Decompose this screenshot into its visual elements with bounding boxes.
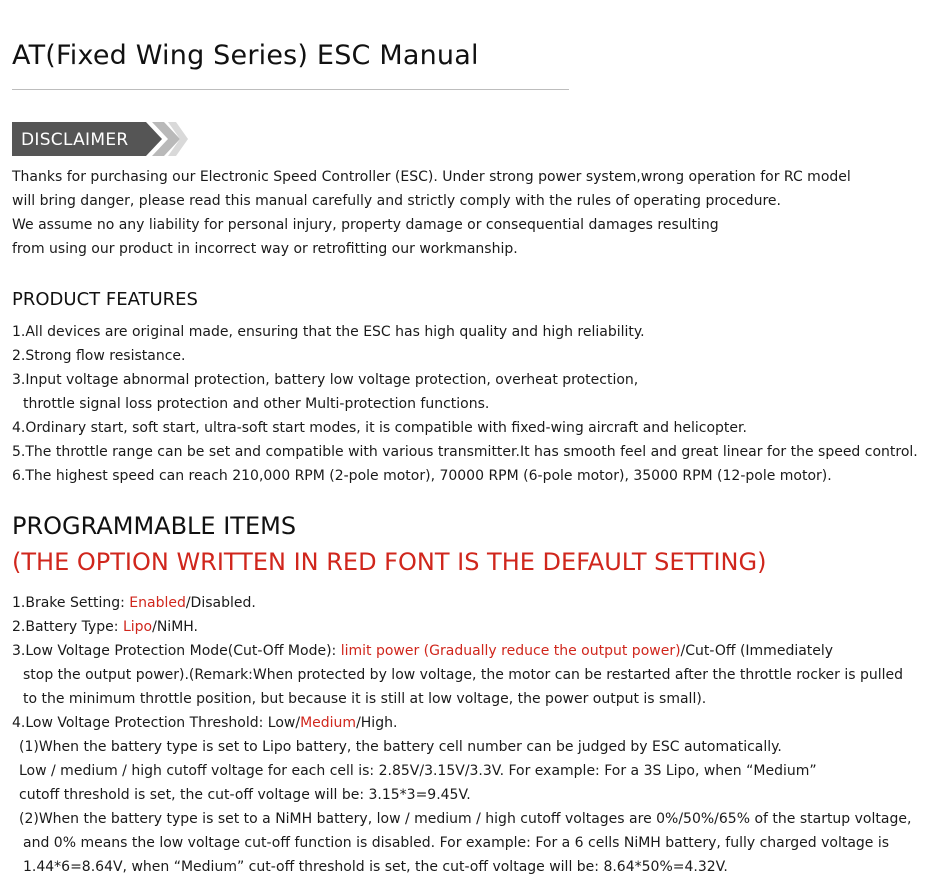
- feature-item: 3.Input voltage abnormal protection, battery low voltage protection, overheat protection,: [12, 372, 639, 388]
- disclaimer-line: will bring danger, please read this manual carefully and strictly comply with the rules of operating procedure.: [12, 193, 781, 209]
- disclaimer-label: DISCLAIMER: [21, 130, 129, 150]
- battery-type-item: [12, 615, 911, 639]
- default-option: Lipo: [122, 619, 153, 635]
- item-label: 2.Battery Type:: [12, 619, 123, 635]
- disclaimer-line: We assume no any liability for personal injury, property damage or consequential damages resulting: [12, 217, 719, 233]
- cutoff-mode-continuation: to the minimum throttle position, but because it is still at low voltage, the power output is small).: [23, 691, 707, 707]
- feature-item: 6.The highest speed can reach 210,000 RPM (2-pole motor), 70000 RPM (6-pole motor), 35000 RPM (12-pole motor).: [12, 468, 832, 484]
- default-option: Medium: [300, 715, 357, 731]
- feature-item-continuation: throttle signal loss protection and other Multi-protection functions.: [23, 396, 490, 412]
- title-divider: [12, 89, 569, 90]
- features-list: [12, 320, 918, 488]
- threshold-detail: (2)When the battery type is set to a NiMH battery, low / medium / high cutoff voltages are 0%/50%/65% of the startup voltage,: [19, 811, 912, 827]
- item-label: 1.Brake Setting:: [12, 595, 130, 611]
- disclaimer-line: from using our product in incorrect way or retrofitting our workmanship.: [12, 241, 518, 257]
- feature-item: 4.Ordinary start, soft start, ultra-soft start modes, it is compatible with fixed-wing aircraft and helicopter.: [12, 420, 747, 436]
- disclaimer-line: Thanks for purchasing our Electronic Speed Controller (ESC). Under strong power system,wrong operation for RC model: [12, 169, 851, 185]
- threshold-detail: Low / medium / high cutoff voltage for each cell is: 2.85V/3.15V/3.3V. For example: For a 3S Lipo, when “Medium”: [19, 763, 817, 779]
- other-option: /High.: [356, 715, 398, 731]
- programmable-heading: PROGRAMMABLE ITEMS: [12, 512, 297, 540]
- threshold-detail: 1.44*6=8.64V, when “Medium” cut-off threshold is set, the cut-off voltage will be: 8.64*50%=4.32V.: [23, 859, 728, 875]
- item-label: 3.Low Voltage Protection Mode(Cut-Off Mode):: [12, 643, 341, 659]
- default-option: Enabled: [129, 595, 186, 611]
- programmable-list: [12, 591, 911, 879]
- brake-setting-item: [12, 591, 911, 615]
- other-option: /Disabled.: [185, 595, 256, 611]
- cutoff-mode-item: [12, 639, 911, 663]
- feature-item: 1.All devices are original made, ensuring that the ESC has high quality and high reliability.: [12, 324, 645, 340]
- cutoff-mode-continuation: stop the output power).(Remark:When protected by low voltage, the motor can be restarted after the throttle rocker is pulled: [23, 667, 904, 683]
- other-option: /NiMH.: [152, 619, 198, 635]
- default-option: limit power (Gradually reduce the output power): [340, 643, 681, 659]
- threshold-detail: and 0% means the low voltage cut-off function is disabled. For example: For a 6 cells NiMH battery, fully charged voltage is: [23, 835, 890, 851]
- features-heading: PRODUCT FEATURES: [12, 289, 198, 310]
- disclaimer-text: [12, 165, 851, 261]
- other-option: /Cut-Off (Immediately: [680, 643, 834, 659]
- feature-item: 5.The throttle range can be set and compatible with various transmitter.It has smooth feel and great linear for the speed control.: [12, 444, 918, 460]
- item-label: 4.Low Voltage Protection Threshold: Low/: [12, 715, 301, 731]
- threshold-detail: (1)When the battery type is set to Lipo battery, the battery cell number can be judged by ESC automatically.: [19, 739, 782, 755]
- feature-item: 2.Strong flow resistance.: [12, 348, 186, 364]
- cutoff-threshold-item: [12, 711, 911, 735]
- default-setting-note: (THE OPTION WRITTEN IN RED FONT IS THE DEFAULT SETTING): [12, 548, 767, 576]
- page-title: AT(Fixed Wing Series) ESC Manual: [12, 40, 479, 71]
- threshold-detail: cutoff threshold is set, the cut-off voltage will be: 3.15*3=9.45V.: [19, 787, 471, 803]
- disclaimer-banner: [12, 122, 188, 156]
